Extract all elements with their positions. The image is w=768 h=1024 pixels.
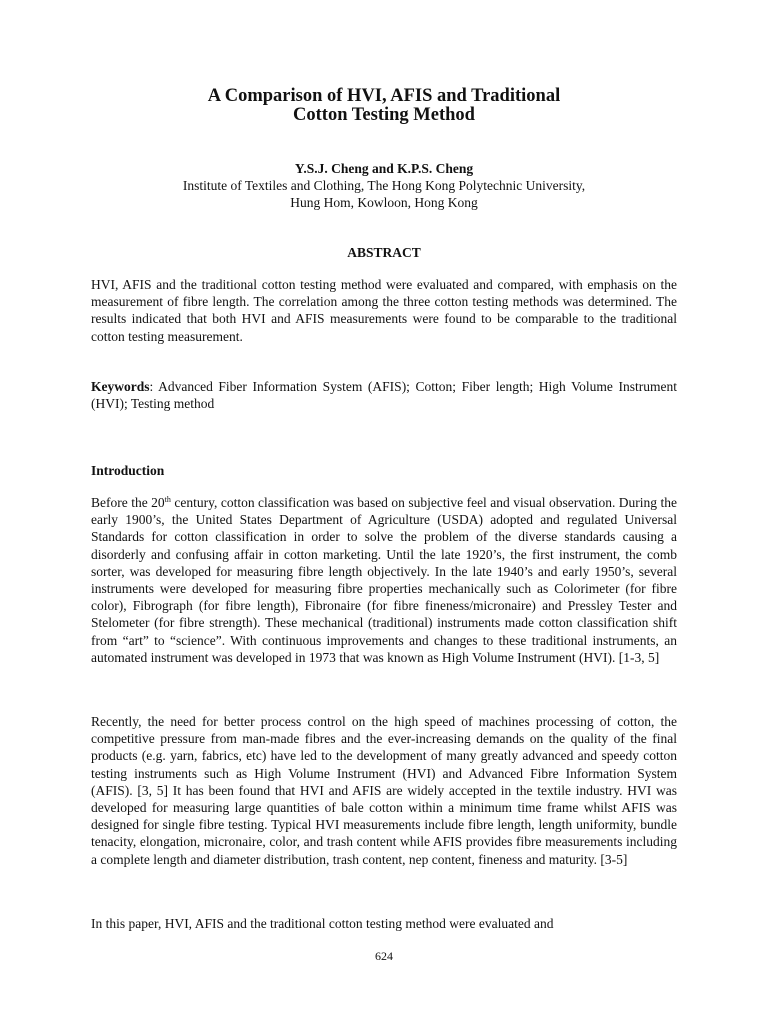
author-block <box>91 160 677 211</box>
page-number: 624 <box>375 949 393 963</box>
keywords-text: : Advanced Fiber Information System (AFIS); Cotton; Fiber length; High Volume Instrument (HVI); Testing method <box>91 379 677 412</box>
p1-text-rest: century, cotton classification was based on subjective feel and visual observation. During the early 1900’s, the United States Department of Agriculture (USDA) adopted and regulated Universal Standards for cotton classification in order to solve the problem of the diverse standards causing a disorderly and confusing affair in cotton marketing. Until the late 1920’s, the first instrument, the comb sorter, was developed for measuring fibre length objectively. In the late 1940’s and early 1950’s, several instruments were developed for measuring fibre properties mechanically such as Colorimeter (for fibre color), Fibrograph (for fibre length), Fibronaire (for fibre fineness/micronaire) and Pressley Tester and Stelometer (for fibre strength). These mechanical (traditional) instruments made cotton classification shift from “art” to “science”. With continuous improvements and changes to these traditional instruments, an automated instrument was developed in 1973 that was known as High Volume Instrument (HVI). [1-3, 5] <box>91 495 677 665</box>
authors: Y.S.J. Cheng and K.P.S. Cheng <box>294 161 474 176</box>
title-line-2: Cotton Testing Method <box>293 105 475 125</box>
introduction-heading: Introduction <box>91 463 165 478</box>
affiliation-line-2: Hung Hom, Kowloon, Hong Kong <box>290 195 478 210</box>
keywords <box>91 378 677 412</box>
introduction-paragraph-2: Recently, the need for better process control on the high speed of machines processing of cotton, the competitive pressure from man-made fibres and the ever-increasing demands on the quality of the final products (e.g. yarn, fabrics, etc) have led to the development of many greatly advanced and speedy cotton testing instruments such as High Volume Instrument (HVI) and Advanced Fibre Information System (AFIS). [3, 5] It has been found that HVI and AFIS are widely accepted in the textile industry. HVI was developed for measuring large quantities of bale cotton within a minimum time frame whilst AFIS was designed for single fibre testing. Typical HVI measurements include fibre length, length uniformity, bundle tenacity, elongation, micronaire, color, and trash content while AFIS provides fibre measurements including a complete length and diameter distribution, trash content, nep content, fineness and maturity. [3-5] <box>91 714 677 867</box>
paper-title <box>91 87 677 125</box>
p1-text-start: Before the 20 <box>91 495 165 510</box>
introduction-paragraph-3: In this paper, HVI, AFIS and the traditional cotton testing method were evaluated and <box>91 916 554 931</box>
introduction-paragraph-1 <box>91 494 677 666</box>
abstract-heading: ABSTRACT <box>347 245 421 260</box>
title-line-1: A Comparison of HVI, AFIS and Traditional <box>207 86 561 106</box>
affiliation-line-1: Institute of Textiles and Clothing, The Hong Kong Polytechnic University, <box>182 178 586 193</box>
p1-superscript: th <box>164 495 171 504</box>
keywords-label: Keywords <box>91 379 150 394</box>
abstract-text: HVI, AFIS and the traditional cotton testing method were evaluated and compared, with emphasis on the measurement of fibre length. The correlation among the three cotton testing methods was determined. The results indicated that both HVI and AFIS measurements were found to be comparable to the traditional cotton testing measurement. <box>91 277 677 344</box>
